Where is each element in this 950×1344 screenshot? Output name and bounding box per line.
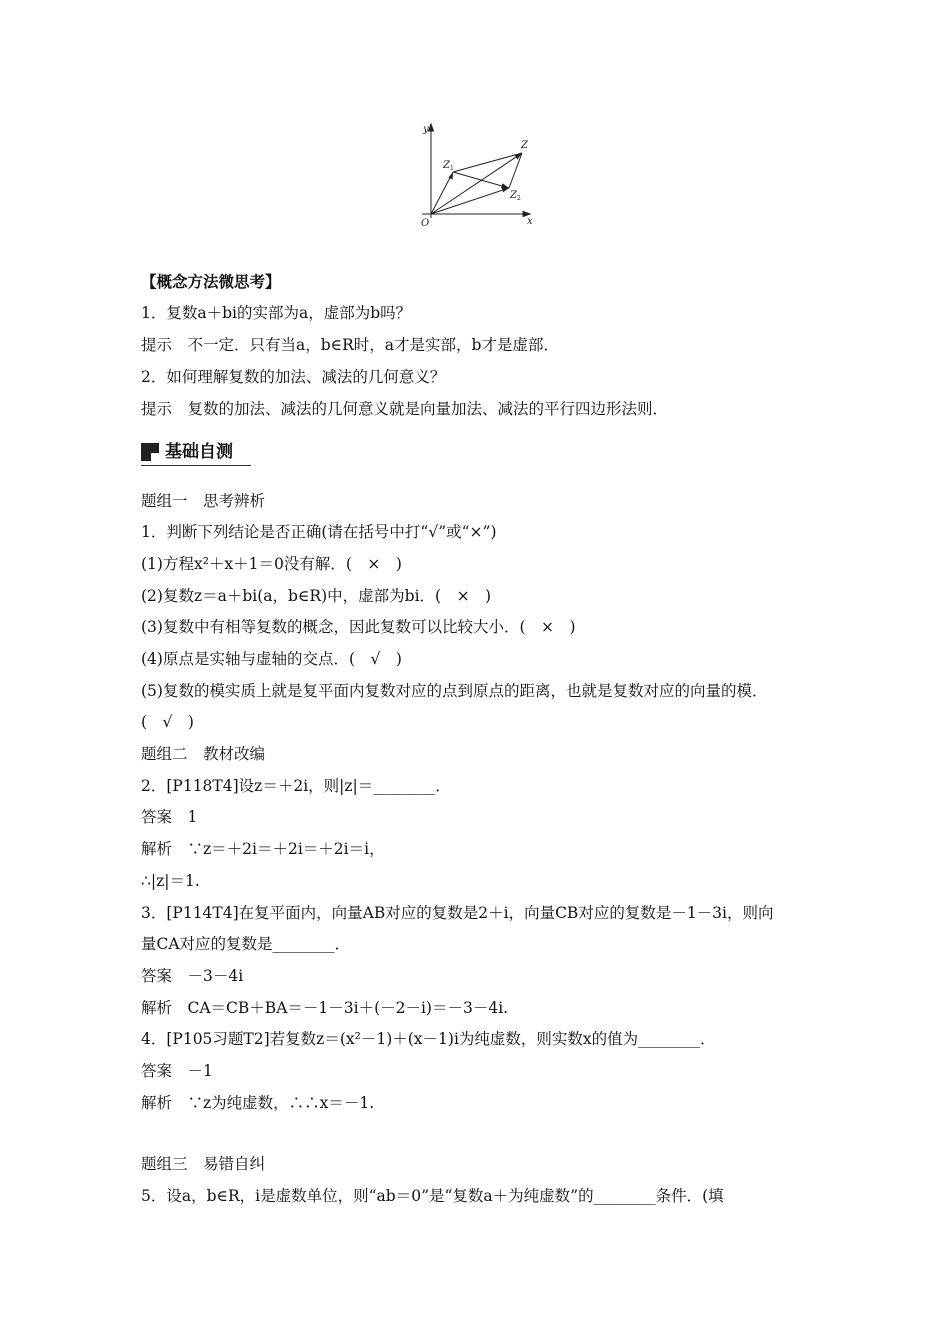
question-4-answer: 答案 －1 xyxy=(141,1062,213,1080)
point-z1-subscript: 1 xyxy=(450,165,454,172)
concept-question-1: 1．复数a＋bi的实部为a，虚部为b吗？ xyxy=(141,304,412,322)
question-5: 5．设a，b∈R，i是虚数单位，则“ab＝0”是“复数a＋为纯虚数”的________条件．(填 xyxy=(141,1187,724,1205)
question-2: 2．[P118T4]设z＝＋2i，则|z|＝________． xyxy=(141,777,451,795)
question-2-analysis: 解析 ∵z＝＋2i＝＋2i＝＋2i＝i， xyxy=(141,840,385,858)
question-1-item-2: (2)复数z＝a＋bi(a，b∈R)中，虚部为bi．( × ) xyxy=(141,587,492,605)
complex-plane-diagram xyxy=(410,120,540,232)
question-1-item-5-answer: ( √ ) xyxy=(141,713,194,731)
point-z1-label: Z xyxy=(443,160,450,171)
arrowhead-z2 xyxy=(502,188,510,193)
vector-z2z xyxy=(509,153,522,188)
concept-question-2: 2．如何理解复数的加法、减法的几何意义？ xyxy=(141,368,446,386)
heading-underline xyxy=(141,465,251,466)
question-4: 4．[P105习题T2]若复数z＝(x²－1)＋(x－1)i为纯虚数，则实数x的值为________． xyxy=(141,1030,716,1048)
point-z-label: Z xyxy=(521,140,528,151)
point-z2-subscript: 2 xyxy=(517,195,521,202)
y-axis-label: y xyxy=(423,124,429,135)
group-3-title: 题组三 易错自纠 xyxy=(141,1155,266,1173)
question-3-analysis: 解析 CA＝CB＋BA＝－1－3i＋(－2－i)＝－3－4i. xyxy=(141,999,509,1017)
question-1-item-5: (5)复数的模实质上就是复平面内复数对应的点到原点的距离，也就是复数对应的向量的模． xyxy=(141,682,768,700)
question-1-stem: 1．判断下列结论是否正确(请在括号中打“√”或“×”) xyxy=(141,523,497,541)
question-3-line-1: 3．[P114T4]在复平面内，向量AB对应的复数是2＋i，向量CB对应的复数是－1－3i，则向 xyxy=(141,904,774,922)
question-1-item-1: (1)方程x²＋x＋1＝0没有解．( × ) xyxy=(141,555,402,573)
concept-section-title: 【概念方法微思考】 xyxy=(141,273,281,291)
group-2-title: 题组二 教材改编 xyxy=(141,745,266,763)
question-1-item-3: (3)复数中有相等复数的概念，因此复数可以比较大小．( × ) xyxy=(141,618,576,636)
question-2-answer: 答案 1 xyxy=(141,808,198,826)
question-1-item-4: (4)原点是实轴与虚轴的交点．( √ ) xyxy=(141,650,402,668)
heading-text: 基础自测 xyxy=(165,442,233,462)
arrowhead-z1z2 xyxy=(501,183,509,188)
point-z2-label: Z xyxy=(510,190,517,201)
question-3-line-2: 量CA对应的复数是________． xyxy=(141,935,351,953)
origin-label: O xyxy=(421,218,430,229)
y-axis-arrow xyxy=(429,124,434,131)
x-axis-label: x xyxy=(527,216,533,227)
vector-z1z xyxy=(453,153,522,172)
question-4-analysis: 解析 ∵z为纯虚数，∴∴x＝－1. xyxy=(141,1094,375,1112)
question-3-answer: 答案 －3－4i xyxy=(141,967,244,985)
concept-hint-1: 提示 不一定．只有当a，b∈R时，a才是实部，b才是虚部． xyxy=(141,336,559,354)
section-heading xyxy=(141,440,251,466)
group-1-title: 题组一 思考辨析 xyxy=(141,492,266,510)
concept-hint-2: 提示 复数的加法、减法的几何意义就是向量加法、减法的平行四边形法则． xyxy=(141,400,669,418)
vector-z1z2 xyxy=(453,172,509,188)
question-2-analysis-conclusion: ∴|z|＝1. xyxy=(141,872,200,890)
